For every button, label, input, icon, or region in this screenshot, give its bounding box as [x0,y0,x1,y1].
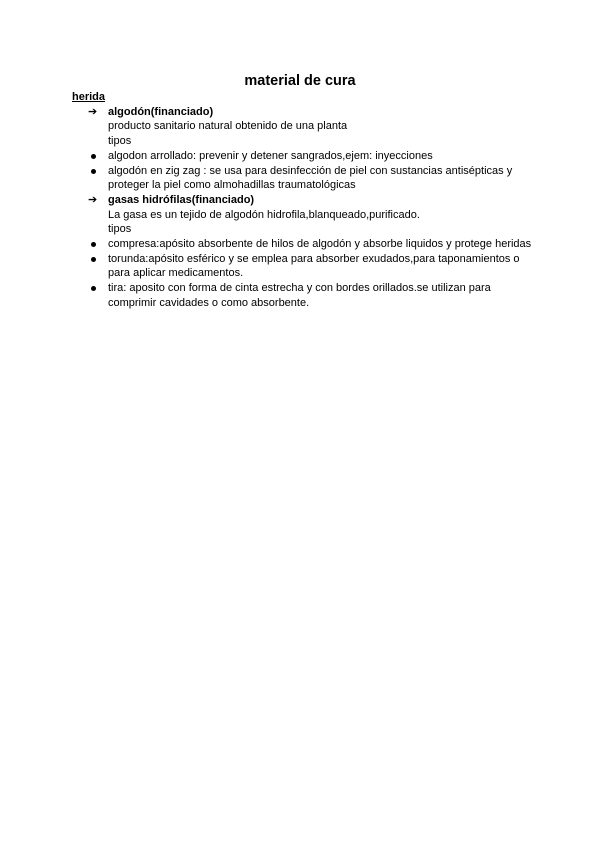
item-text: La gasa es un tejido de algodón hidrofila,blanqueado,purificado. [108,208,420,221]
list-item-arrow [72,105,532,120]
list-item-text [72,134,532,149]
item-text: tira: aposito con forma de cinta estrecha y con bordes orillados.se utilizan para comprimir cavidades o como absorbente. [108,282,491,309]
list-item-bullet [72,281,532,310]
list-item-arrow [72,193,532,208]
bullet-icon [91,242,96,247]
list-item-bullet [72,237,532,252]
list-item-text [72,119,532,134]
item-heading: gasas hidrófilas(financiado) [108,193,255,206]
list-item-text [72,208,532,223]
item-text: compresa:apósito absorbente de hilos de algodón y absorbe liquidos y protege heridas [108,238,532,251]
item-text: torunda:apósito esférico y se emplea para absorber exudados,para taponamientos o para aplicar medicamentos. [108,252,520,280]
item-heading: algodón(financiado) [108,105,214,118]
document-title: material de cura [244,73,356,89]
bullet-icon [91,286,96,291]
content-list [72,105,532,311]
list-item-bullet [72,252,532,281]
list-item-bullet [72,164,532,193]
section-heading: herida [72,91,106,103]
item-text: algodon arrollado: prevenir y detener sangrados,ejem: inyecciones [108,149,433,162]
item-text: producto sanitario natural obtenido de una planta [108,120,348,133]
bullet-icon [91,169,96,174]
bullet-icon [91,257,96,262]
list-item-text [72,222,532,237]
item-text: tipos [108,223,132,236]
bullet-icon [91,154,96,159]
item-text: algodón en zig zag : se usa para desinfección de piel con sustancias antisépticas y proteger la piel como almohadillas traumatológicas [108,164,513,192]
arrow-icon: ➔ [88,105,98,118]
list-item-bullet [72,149,532,164]
arrow-icon: ➔ [88,193,98,206]
item-text: tipos [108,135,132,148]
